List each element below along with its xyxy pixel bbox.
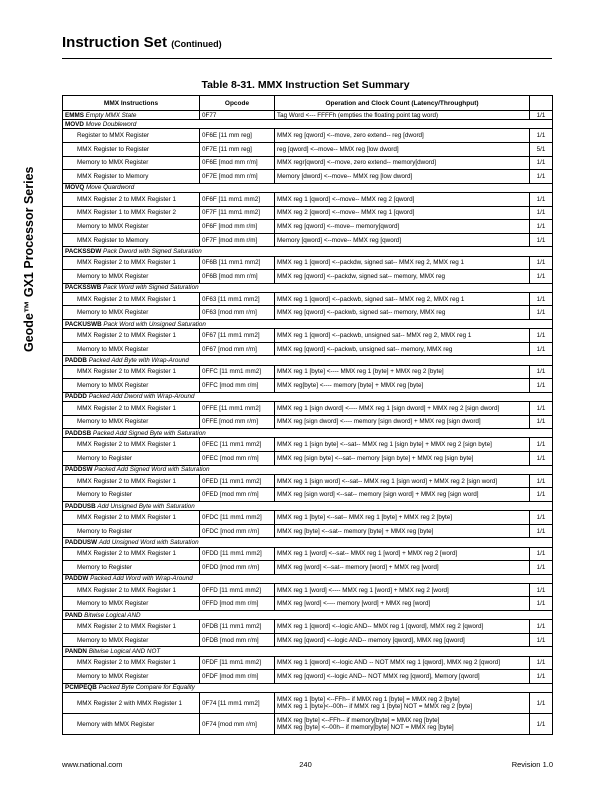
operation-cell: MMX reg [qword] <--packwb, signed sat-- memory, MMX reg: [275, 306, 530, 320]
instruction-cell: MMX Register 2 to MMX Register 1: [63, 547, 200, 561]
latency-cell: 1/1: [530, 438, 553, 452]
operation-cell: MMX reg 1 [qword] <--packdw, signed sat-- MMX reg 2, MMX reg 1: [275, 256, 530, 270]
operation-cell: [275, 714, 530, 735]
instruction-cell: Memory to MMX Register: [63, 156, 200, 170]
table-row: [63, 656, 553, 670]
instruction-group-row: [63, 647, 553, 656]
operation-cell: MMX reg [word] <---- memory [word] + MMX reg [word]: [275, 597, 530, 611]
opcode-cell: 0F6B [mod mm r/m]: [200, 270, 275, 284]
latency-cell: 1/1: [530, 524, 553, 538]
table-row: [63, 142, 553, 156]
table-row: [63, 256, 553, 270]
operation-cell: MMX reg 1 [word] <--sat-- MMX reg 1 [word] + MMX reg 2 [word]: [275, 547, 530, 561]
instruction-cell: Memory to MMX Register: [63, 633, 200, 647]
operation-cell: reg [qword] <--move-- MMX reg [low dword]: [275, 142, 530, 156]
instruction-cell: Register to MMX Register: [63, 129, 200, 143]
table-row: [63, 620, 553, 634]
opcode-cell: 0F6E [mod mm r/m]: [200, 156, 275, 170]
instruction-cell: Memory to MMX Register: [63, 415, 200, 429]
operation-line: MMX reg 1 [byte] <--FFh-- if MMX reg 1 [byte] = MMX reg 2 [byte]: [277, 696, 460, 703]
opcode-cell: 0FFD [mod mm r/m]: [200, 597, 275, 611]
instruction-cell: MMX Register 2 to MMX Register 1: [63, 656, 200, 670]
group-description: Move Quardword: [86, 184, 135, 192]
operation-line: MMX reg [byte] <--00h-- if memory[byte] NOT = MMX reg [byte]: [277, 724, 454, 731]
latency-cell: 1/1: [530, 693, 553, 714]
operation-cell: MMX reg 1 [qword] <--logic AND -- NOT MMX reg 1 [qword], MMX reg 2 [qword]: [275, 656, 530, 670]
operation-cell: MMX reg [qword] <--packwb, unsigned sat-- memory, MMX reg: [275, 342, 530, 356]
opcode-cell: 0FDB [mod mm r/m]: [200, 633, 275, 647]
opcode-cell: 0FEC [mod mm r/m]: [200, 451, 275, 465]
table-header-row: [63, 96, 553, 111]
group-title-cell: [63, 247, 553, 256]
instruction-cell: Memory to MMX Register: [63, 220, 200, 234]
instruction-cell: MMX Register 2 with MMX Register 1: [63, 693, 200, 714]
operation-cell: MMX reg [qword] <--packdw, signed sat-- memory, MMX reg: [275, 270, 530, 284]
instruction-cell: MMX Register to Memory: [63, 170, 200, 184]
table-row: [63, 524, 553, 538]
table-row: [63, 438, 553, 452]
operation-cell: MMX reg 2 [qword] <--move-- MMX reg 1 [qword]: [275, 206, 530, 220]
latency-cell: 1/1: [530, 656, 553, 670]
opcode-cell: 0FDF [11 mm1 mm2]: [200, 656, 275, 670]
instruction-group-row: [63, 183, 553, 192]
title-divider: [62, 58, 552, 59]
operation-cell: MMX reg 1 [qword] <--packwb, unsigned sat-- MMX reg 2, MMX reg 1: [275, 329, 530, 343]
opcode-cell: 0FDB [11 mm1 mm2]: [200, 620, 275, 634]
operation-cell: MMX reg 1 [qword] <--packwb, signed sat-- MMX reg 2, MMX reg 1: [275, 292, 530, 306]
latency-cell: 1/1: [530, 511, 553, 525]
group-description: Empty MMX State: [85, 111, 137, 119]
table-row: [63, 633, 553, 647]
group-title-cell: [63, 283, 553, 292]
latency-cell: 1/1: [530, 256, 553, 270]
latency-cell: 1/1: [530, 129, 553, 143]
opcode-cell: 0FDC [mod mm r/m]: [200, 524, 275, 538]
table-row: [63, 474, 553, 488]
operation-cell: [275, 693, 530, 714]
group-title-cell: [63, 501, 553, 510]
latency-cell: 1/1: [530, 220, 553, 234]
opcode-cell: 0FDF [mod mm r/m]: [200, 670, 275, 684]
instruction-group-row: [63, 501, 553, 510]
group-description: Add Unsigned Word with Saturation: [98, 538, 199, 546]
instruction-group-row: [63, 392, 553, 401]
opcode-cell: 0FEC [11 mm1 mm2]: [200, 438, 275, 452]
table-row: [63, 156, 553, 170]
table-row: [63, 192, 553, 206]
group-description: Bitwise Logical AND: [84, 611, 141, 619]
group-mnemonic: PADDW: [65, 575, 89, 583]
group-title-cell: [63, 538, 553, 547]
group-title-cell: [63, 574, 553, 583]
latency-cell: 5/1: [530, 142, 553, 156]
table-row: [63, 342, 553, 356]
group-mnemonic: EMMS: [65, 111, 84, 119]
group-title-cell: [63, 320, 553, 329]
operation-cell: MMX reg 1 [sign dword] <---- MMX reg 1 [sign dword] + MMX reg 2 [sign dword]: [275, 402, 530, 416]
group-mnemonic: PAND: [65, 611, 83, 619]
opcode-cell: 0FDC [11 mm1 mm2]: [200, 511, 275, 525]
opcode-cell: 0F7E [11 mm reg]: [200, 142, 275, 156]
instruction-cell: Memory to MMX Register: [63, 670, 200, 684]
group-mnemonic: PANDN: [65, 648, 87, 656]
instruction-cell: MMX Register to Register: [63, 142, 200, 156]
instruction-group-row: [63, 283, 553, 292]
footer-website: www.national.com: [62, 760, 123, 769]
latency-cell: 1/1: [530, 633, 553, 647]
instruction-group-row: [63, 611, 553, 620]
opcode-cell: 0FFC [mod mm r/m]: [200, 379, 275, 393]
group-title-cell: [63, 465, 553, 474]
table-row: [63, 292, 553, 306]
latency-cell: 1/1: [530, 547, 553, 561]
table-caption: Table 8-31. MMX Instruction Set Summary: [201, 79, 410, 91]
group-mnemonic: PACKSSDW: [65, 247, 102, 255]
latency-cell: 1/1: [530, 270, 553, 284]
opcode-cell: 0F77: [200, 111, 275, 120]
column-header: Operation and Clock Count (Latency/Throughput): [275, 96, 530, 111]
group-title-cell: [63, 611, 553, 620]
table-row: [63, 415, 553, 429]
footer-page-number: 240: [299, 760, 312, 769]
group-title-cell: [63, 429, 553, 438]
latency-cell: 1/1: [530, 402, 553, 416]
instruction-cell: MMX Register 1 to MMX Register 2: [63, 206, 200, 220]
group-description: Bitwise Logical AND NOT: [88, 648, 161, 656]
instruction-cell: Memory to MMX Register: [63, 306, 200, 320]
table-row: [63, 206, 553, 220]
group-mnemonic: PADDSB: [65, 429, 92, 437]
opcode-cell: 0F7E [mod mm r/m]: [200, 170, 275, 184]
operation-line: MMX reg [byte] <--FFh-- if memory[byte] = MMX reg [byte]: [277, 717, 440, 724]
instruction-group-row: [63, 320, 553, 329]
group-mnemonic: PADDSW: [65, 466, 93, 474]
opcode-cell: 0FED [mod mm r/m]: [200, 488, 275, 502]
operation-cell: Tag Word <--- FFFFh (empties the floating point tag word): [275, 111, 530, 120]
instruction-cell: Memory to Register: [63, 451, 200, 465]
group-mnemonic: PCMPEQB: [65, 684, 97, 692]
latency-cell: 1/1: [530, 620, 553, 634]
table-row: [63, 329, 553, 343]
table-row: [63, 693, 553, 714]
opcode-cell: 0F67 [mod mm r/m]: [200, 342, 275, 356]
table-row: [63, 561, 553, 575]
opcode-cell: 0F6F [11 mm1 mm2]: [200, 192, 275, 206]
opcode-cell: 0F74 [11 mm1 mm2]: [200, 693, 275, 714]
instruction-cell: Memory with MMX Register: [63, 714, 200, 735]
instruction-group-row: [63, 574, 553, 583]
group-description: Pack Word with Signed Saturation: [103, 284, 199, 292]
operation-cell: MMX reg[byte] <---- memory [byte] + MMX reg [byte]: [275, 379, 530, 393]
opcode-cell: 0FFE [mod mm r/m]: [200, 415, 275, 429]
latency-cell: 1/1: [530, 292, 553, 306]
latency-cell: 1/1: [530, 583, 553, 597]
operation-cell: MMX reg [qword] <--logic AND-- memory [qword], MMX reg [qword]: [275, 633, 530, 647]
latency-cell: 1/1: [530, 379, 553, 393]
table-row: [63, 306, 553, 320]
latency-cell: 1/1: [530, 488, 553, 502]
group-mnemonic: PADDUSW: [65, 538, 98, 546]
opcode-cell: 0F63 [mod mm r/m]: [200, 306, 275, 320]
opcode-cell: 0FDD [11 mm1 mm2]: [200, 547, 275, 561]
opcode-cell: 0FFE [11 mm1 mm2]: [200, 402, 275, 416]
operation-cell: MMX reg 1 [word] <---- MMX reg 1 [word] + MMX reg 2 [word]: [275, 583, 530, 597]
instruction-group-row: [63, 356, 553, 365]
group-title-cell: [63, 647, 553, 656]
latency-cell: 1/1: [530, 451, 553, 465]
group-title-cell: [63, 183, 553, 192]
footer-revision: Revision 1.0: [511, 760, 553, 769]
latency-cell: 1/1: [530, 206, 553, 220]
group-mnemonic: MOVD: [65, 120, 84, 128]
table-row: [63, 402, 553, 416]
opcode-cell: 0FED [11 mm1 mm2]: [200, 474, 275, 488]
column-header: [530, 96, 553, 111]
group-title-cell: [63, 356, 553, 365]
operation-cell: MMX reg 1 [qword] <--logic AND-- MMX reg 1 [qword], MMX reg 2 [qword]: [275, 620, 530, 634]
operation-cell: MMX reg [qword] <--move-- memory[qword]: [275, 220, 530, 234]
opcode-cell: 0F6E [11 mm reg]: [200, 129, 275, 143]
table-row: [63, 129, 553, 143]
group-mnemonic: PACKUSWB: [65, 320, 102, 328]
page-title-subtitle: (Continued): [171, 39, 222, 49]
operation-cell: MMX reg 1 [byte] <--sat-- MMX reg 1 [byte] + MMX reg 2 [byte]: [275, 511, 530, 525]
instruction-group-row: [63, 538, 553, 547]
latency-cell: 1/1: [530, 714, 553, 735]
side-title-bar: [22, 30, 50, 350]
instruction-cell: Memory to MMX Register: [63, 597, 200, 611]
latency-cell: 1/1: [530, 170, 553, 184]
table-row: [63, 220, 553, 234]
operation-cell: MMX reg [byte] <--sat-- memory [byte] + MMX reg [byte]: [275, 524, 530, 538]
operation-cell: Memory [dword] <--move-- MMX reg [low dword]: [275, 170, 530, 184]
operation-cell: MMX reg [word] <--sat-- memory [word] + MMX reg [word]: [275, 561, 530, 575]
table-row: [63, 270, 553, 284]
table-row: [63, 233, 553, 247]
opcode-cell: 0F7F [11 mm1 mm2]: [200, 206, 275, 220]
latency-cell: 1/1: [530, 192, 553, 206]
instruction-cell: MMX Register 2 to MMX Register 1: [63, 620, 200, 634]
page-title-main: Instruction Set: [62, 34, 168, 51]
opcode-cell: 0F6F [mod mm r/m]: [200, 220, 275, 234]
group-description: Packed Add Word with Wrap-Around: [90, 575, 193, 583]
latency-cell: 1/1: [530, 329, 553, 343]
opcode-cell: 0F6B [11 mm1 mm2]: [200, 256, 275, 270]
side-title: Geode™ GX1 Processor Series: [22, 166, 36, 352]
latency-cell: 1/1: [530, 474, 553, 488]
group-mnemonic: MOVQ: [65, 184, 85, 192]
group-mnemonic: PACKSSWB: [65, 284, 102, 292]
operation-line: MMX reg 1 [byte]<--00h-- if MMX reg 1 [byte] NOT = MMX reg 2 [byte]: [277, 703, 473, 710]
operation-cell: MMX reg [qword] <--logic AND-- NOT MMX reg [qword], Memory [qword]: [275, 670, 530, 684]
latency-cell: 1/1: [530, 156, 553, 170]
operation-cell: Memory [qword] <--move-- MMX reg [qword]: [275, 233, 530, 247]
instruction-cell: Memory to Register: [63, 561, 200, 575]
group-description: Move Doubleword: [85, 120, 137, 128]
latency-cell: 1/1: [530, 561, 553, 575]
group-description: Packed Byte Compare for Equality: [98, 684, 195, 692]
instruction-cell: Memory to MMX Register: [63, 270, 200, 284]
group-description: Packed Add Byte with Wrap-Around: [88, 357, 189, 365]
operation-cell: MMX reg 1 [byte] <---- MMX reg 1 [byte] + MMX reg 2 [byte]: [275, 365, 530, 379]
operation-cell: MMX reg [sign word] <--sat-- memory [sign word] + MMX reg [sign word]: [275, 488, 530, 502]
instruction-cell: Memory to MMX Register: [63, 379, 200, 393]
group-mnemonic: PADDD: [65, 393, 87, 401]
instruction-group-row: [63, 465, 553, 474]
table-row: [63, 451, 553, 465]
operation-cell: MMX reg 1 [sign word] <--sat-- MMX reg 1 [sign word] + MMX reg 2 [sign word]: [275, 474, 530, 488]
opcode-cell: 0F67 [11 mm1 mm2]: [200, 329, 275, 343]
latency-cell: 1/1: [530, 670, 553, 684]
group-mnemonic: PADDB: [65, 357, 87, 365]
opcode-cell: 0FDD [mod mm r/m]: [200, 561, 275, 575]
group-description: Pack Word with Unsigned Saturation: [103, 320, 206, 328]
group-title-cell: [63, 111, 200, 120]
group-title-cell: [63, 392, 553, 401]
group-description: Packed Add Signed Byte with Saturation: [92, 429, 206, 437]
table-row: [63, 379, 553, 393]
latency-cell: 1/1: [530, 306, 553, 320]
table-row: [63, 365, 553, 379]
instruction-cell: Memory to Register: [63, 524, 200, 538]
table-row: [63, 597, 553, 611]
operation-cell: MMX reg [qword] <--move, zero extend-- reg [dword]: [275, 129, 530, 143]
instruction-cell: MMX Register 2 to MMX Register 1: [63, 511, 200, 525]
instruction-group-row: [63, 111, 553, 120]
table-body: [63, 111, 553, 735]
table-row: [63, 583, 553, 597]
group-description: Packed Add Dword with Wrap-Around: [88, 393, 195, 401]
operation-cell: MMX reg [sign dword] <---- memory [sign dword] + MMX reg [sign dword]: [275, 415, 530, 429]
instruction-cell: MMX Register 2 to MMX Register 1: [63, 256, 200, 270]
opcode-cell: 0F74 [mod mm r/m]: [200, 714, 275, 735]
latency-cell: 1/1: [530, 342, 553, 356]
group-description: Pack Dword with Signed Saturation: [103, 247, 202, 255]
table-row: [63, 170, 553, 184]
group-title-cell: [63, 120, 553, 129]
instruction-cell: MMX Register to Memory: [63, 233, 200, 247]
instruction-group-row: [63, 683, 553, 692]
opcode-cell: 0FFD [11 mm1 mm2]: [200, 583, 275, 597]
group-description: Add Unsigned Byte with Saturation: [97, 502, 195, 510]
table-row: [63, 488, 553, 502]
column-header: Opcode: [200, 96, 275, 111]
latency-cell: 1/1: [530, 111, 553, 120]
instruction-cell: MMX Register 2 to MMX Register 1: [63, 402, 200, 416]
instruction-cell: MMX Register 2 to MMX Register 1: [63, 329, 200, 343]
page-title: [62, 34, 222, 51]
operation-cell: MMX reg 1 [qword] <--move-- MMX reg 2 [qword]: [275, 192, 530, 206]
latency-cell: 1/1: [530, 415, 553, 429]
instruction-cell: Memory to MMX Register: [63, 342, 200, 356]
instruction-cell: MMX Register 2 to MMX Register 1: [63, 474, 200, 488]
operation-cell: MMX regr[qword] <--move, zero extend-- memory[dword]: [275, 156, 530, 170]
latency-cell: 1/1: [530, 365, 553, 379]
latency-cell: 1/1: [530, 233, 553, 247]
instruction-group-row: [63, 120, 553, 129]
operation-cell: MMX reg 1 [sign byte] <--sat-- MMX reg 1 [sign byte] + MMX reg 2 [sign byte]: [275, 438, 530, 452]
table-row: [63, 714, 553, 735]
latency-cell: 1/1: [530, 597, 553, 611]
group-title-cell: [63, 683, 553, 692]
opcode-cell: 0FFC [11 mm1 mm2]: [200, 365, 275, 379]
instruction-cell: MMX Register 2 to MMX Register 1: [63, 438, 200, 452]
table-row: [63, 511, 553, 525]
opcode-cell: 0F63 [11 mm1 mm2]: [200, 292, 275, 306]
mmx-instruction-table: [62, 95, 553, 735]
instruction-group-row: [63, 247, 553, 256]
instruction-cell: MMX Register 2 to MMX Register 1: [63, 192, 200, 206]
column-header: MMX Instructions: [63, 96, 200, 111]
table-row: [63, 670, 553, 684]
group-mnemonic: PADDUSB: [65, 502, 96, 510]
group-description: Packed Add Signed Word with Saturation: [94, 466, 210, 474]
instruction-cell: Memory to Register: [63, 488, 200, 502]
instruction-cell: MMX Register 2 to MMX Register 1: [63, 292, 200, 306]
operation-cell: MMX reg [sign byte] <--sat-- memory [sign byte] + MMX reg [sign byte]: [275, 451, 530, 465]
instruction-cell: MMX Register 2 to MMX Register 1: [63, 365, 200, 379]
opcode-cell: 0F7F [mod mm r/m]: [200, 233, 275, 247]
instruction-cell: MMX Register 2 to MMX Register 1: [63, 583, 200, 597]
table-row: [63, 547, 553, 561]
instruction-group-row: [63, 429, 553, 438]
